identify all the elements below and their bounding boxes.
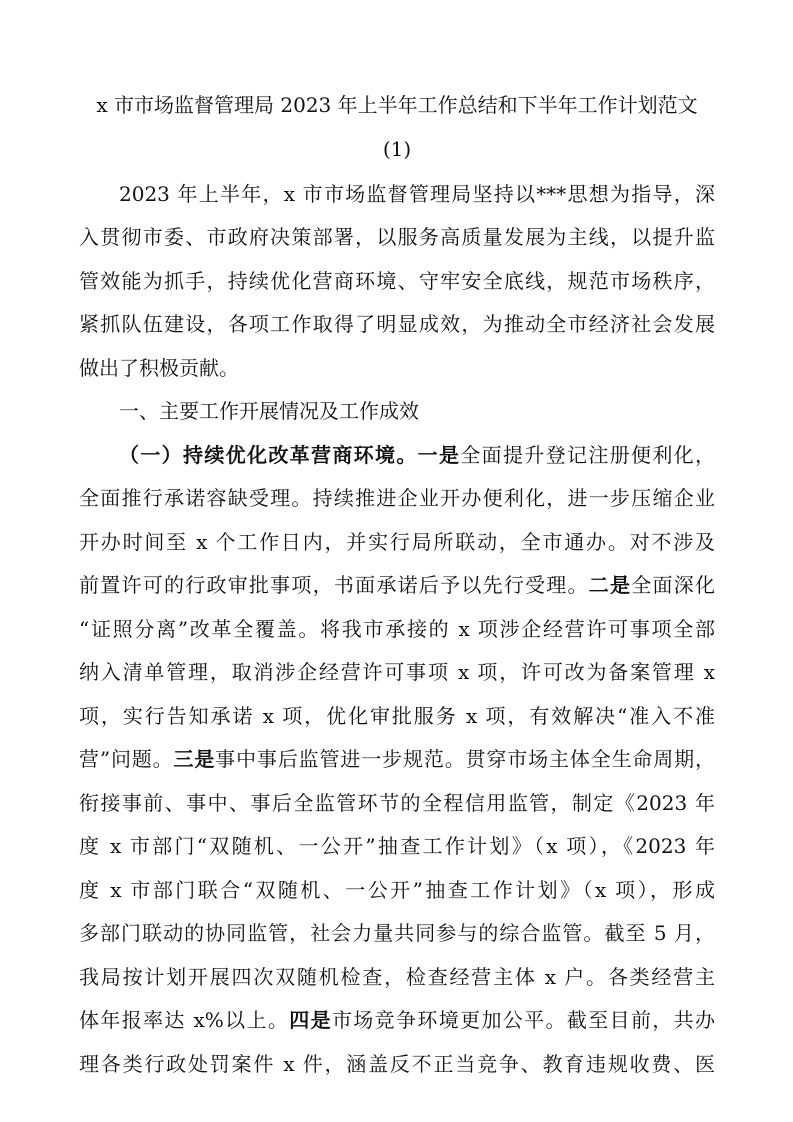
section-heading: 一、主要工作开展情况及工作成效 <box>119 399 419 423</box>
document-title-line-1: x 市市场监督管理局 2023 年上半年工作总结和下半年工作计划范文 <box>96 93 698 117</box>
para1-line-5: “证照分离”改革全覆盖。将我市承接的 x 项涉企经营许可事项全部 <box>79 617 715 641</box>
point-marker-3: 三是 <box>173 747 216 771</box>
para1-line-3: 开办时间至 x 个工作日内，并实行局所联动，全市通办。对不涉及 <box>79 530 715 554</box>
para1-line-1 <box>119 441 715 469</box>
para1-line-9: 衔接事前、事中、事后全监管环节的全程信用监管，制定《2023 年 <box>79 791 715 815</box>
subsection-heading: （一）持续优化改革营商环境。 <box>119 443 418 467</box>
para1-text: 事中事后监管进一步规范。贯穿市场主体全生命周期， <box>215 747 716 771</box>
para1-line-11: 度 x 市部门联合“双随机、一公开”抽查工作计划》（x 项），形成 <box>79 878 715 902</box>
para1-line-15: 理各类行政处罚案件 x 件，涵盖反不正当竞争、教育违规收费、医 <box>79 1052 715 1076</box>
para1-text: 体年报率达 x%以上。 <box>79 1008 290 1032</box>
intro-line-2: 入贯彻市委、市政府决策部署，以服务高质量发展为主线，以提升监 <box>79 225 715 249</box>
para1-text: 市场竞争环境更加公平。截至目前，共办 <box>331 1008 716 1032</box>
para1-line-8 <box>79 745 715 773</box>
para1-line-6: 纳入清单管理，取消涉企经营许可事项 x 项，许可改为备案管理 x <box>79 660 715 684</box>
para1-line-12: 多部门联动的协同监管，社会力量共同参与的综合监管。截至 5 月， <box>79 921 715 945</box>
para1-line-4 <box>79 571 715 599</box>
para1-text: 全面提升登记注册便利化， <box>460 443 716 467</box>
para1-text: 全面深化 <box>631 573 716 597</box>
para1-text: 营”问题。 <box>79 747 174 771</box>
para1-line-7: 项，实行告知承诺 x 项，优化审批服务 x 项，有效解决“准入不准 <box>79 704 715 728</box>
point-marker-1: 一是 <box>417 443 461 467</box>
point-marker-4: 四是 <box>289 1008 332 1032</box>
document-title-line-2: (1) <box>382 137 412 161</box>
para1-line-14 <box>79 1006 715 1034</box>
para1-line-13: 我局按计划开展四次双随机检查，检查经营主体 x 户。各类经营主 <box>79 965 715 989</box>
para1-text: 前置许可的行政审批事项，书面承诺后予以先行受理。 <box>79 573 589 597</box>
intro-line-5: 做出了积极贡献。 <box>79 356 239 380</box>
intro-line-1: 2023 年上半年，x 市市场监督管理局坚持以***思想为指导，深 <box>119 182 715 206</box>
point-marker-2: 二是 <box>588 573 632 597</box>
intro-line-3: 管效能为抓手，持续优化营商环境、守牢安全底线，规范市场秩序， <box>79 269 715 293</box>
para1-line-2: 全面推行承诺容缺受理。持续推进企业开办便利化，进一步压缩企业 <box>79 486 715 510</box>
intro-line-4: 紧抓队伍建设，各项工作取得了明显成效，为推动全市经济社会发展 <box>79 312 715 336</box>
para1-line-10: 度 x 市部门“双随机、一公开”抽查工作计划》（x 项），《2023 年 <box>79 834 715 858</box>
